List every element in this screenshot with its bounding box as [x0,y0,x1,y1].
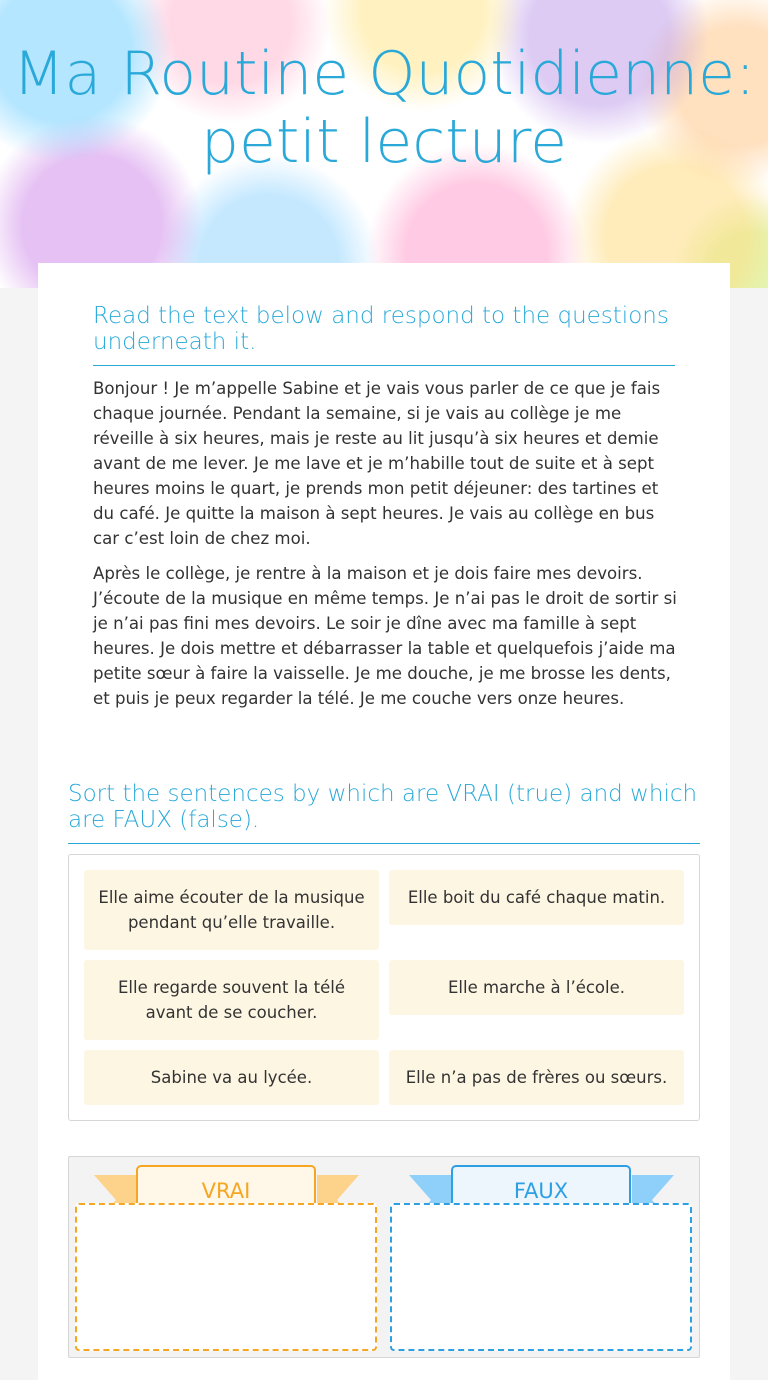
draggable-sentence-card[interactable]: Elle boit du café chaque matin. [389,870,684,925]
draggable-sentence-card[interactable]: Sabine va au lycée. [84,1050,379,1105]
faux-drop-zone[interactable] [390,1203,692,1351]
draggable-sentence-card[interactable]: Elle aime écouter de la musique pendant qu’elle travaille. [84,870,379,950]
sortable-cards-container [68,854,700,1121]
faux-zone-label: FAUX [451,1165,631,1217]
reading-instructions-heading: Read the text below and respond to the questions underneath it. [93,303,669,355]
sorting-zones [68,1156,700,1358]
heading-divider [93,365,675,366]
reading-paragraph: Après le collège, je rentre à la maison et je dois faire mes devoirs. J’écoute de la musique en même temps. Je n’ai pas le droit de sortir si je n’ai pas fini mes devoirs. Le soir je dîne avec ma famille à sept heures. Je dois mettre et débarrasser la table et quelquefois j’aide ma petite sœur à faire la vaisselle. Je me douche, je me brosse les dents, et puis je peux regarder la télé. Je me couche vers onze heures. [93,564,677,708]
heading-divider [68,843,700,844]
draggable-sentence-card[interactable]: Elle marche à l’école. [389,960,684,1015]
draggable-sentence-card[interactable]: Elle n’a pas de frères ou sœurs. [389,1050,684,1105]
page-title: Ma Routine Quotidienne: petit lecture [12,39,756,177]
draggable-sentence-card[interactable]: Elle regarde souvent la télé avant de se coucher. [84,960,379,1040]
reading-text [93,376,677,721]
vrai-zone-label: VRAI [136,1165,316,1217]
vrai-drop-zone[interactable] [75,1203,377,1351]
reading-paragraph: Bonjour ! Je m’appelle Sabine et je vais vous parler de ce que je fais chaque journée. Pendant la semaine, si je vais au collège je me réveille à six heures, mais je reste au lit jusqu’à six heures et demie avant de me lever. Je me lave et je m’habille tout de suite et à sept heures moins le quart, je prends mon petit déjeuner: des tartines et du café. Je quitte la maison à sept heures. Je vais au collège en bus car c’est loin de chez moi. [93,379,661,548]
sort-instructions-heading: Sort the sentences by which are VRAI (true) and which are FAUX (false). [68,781,698,833]
